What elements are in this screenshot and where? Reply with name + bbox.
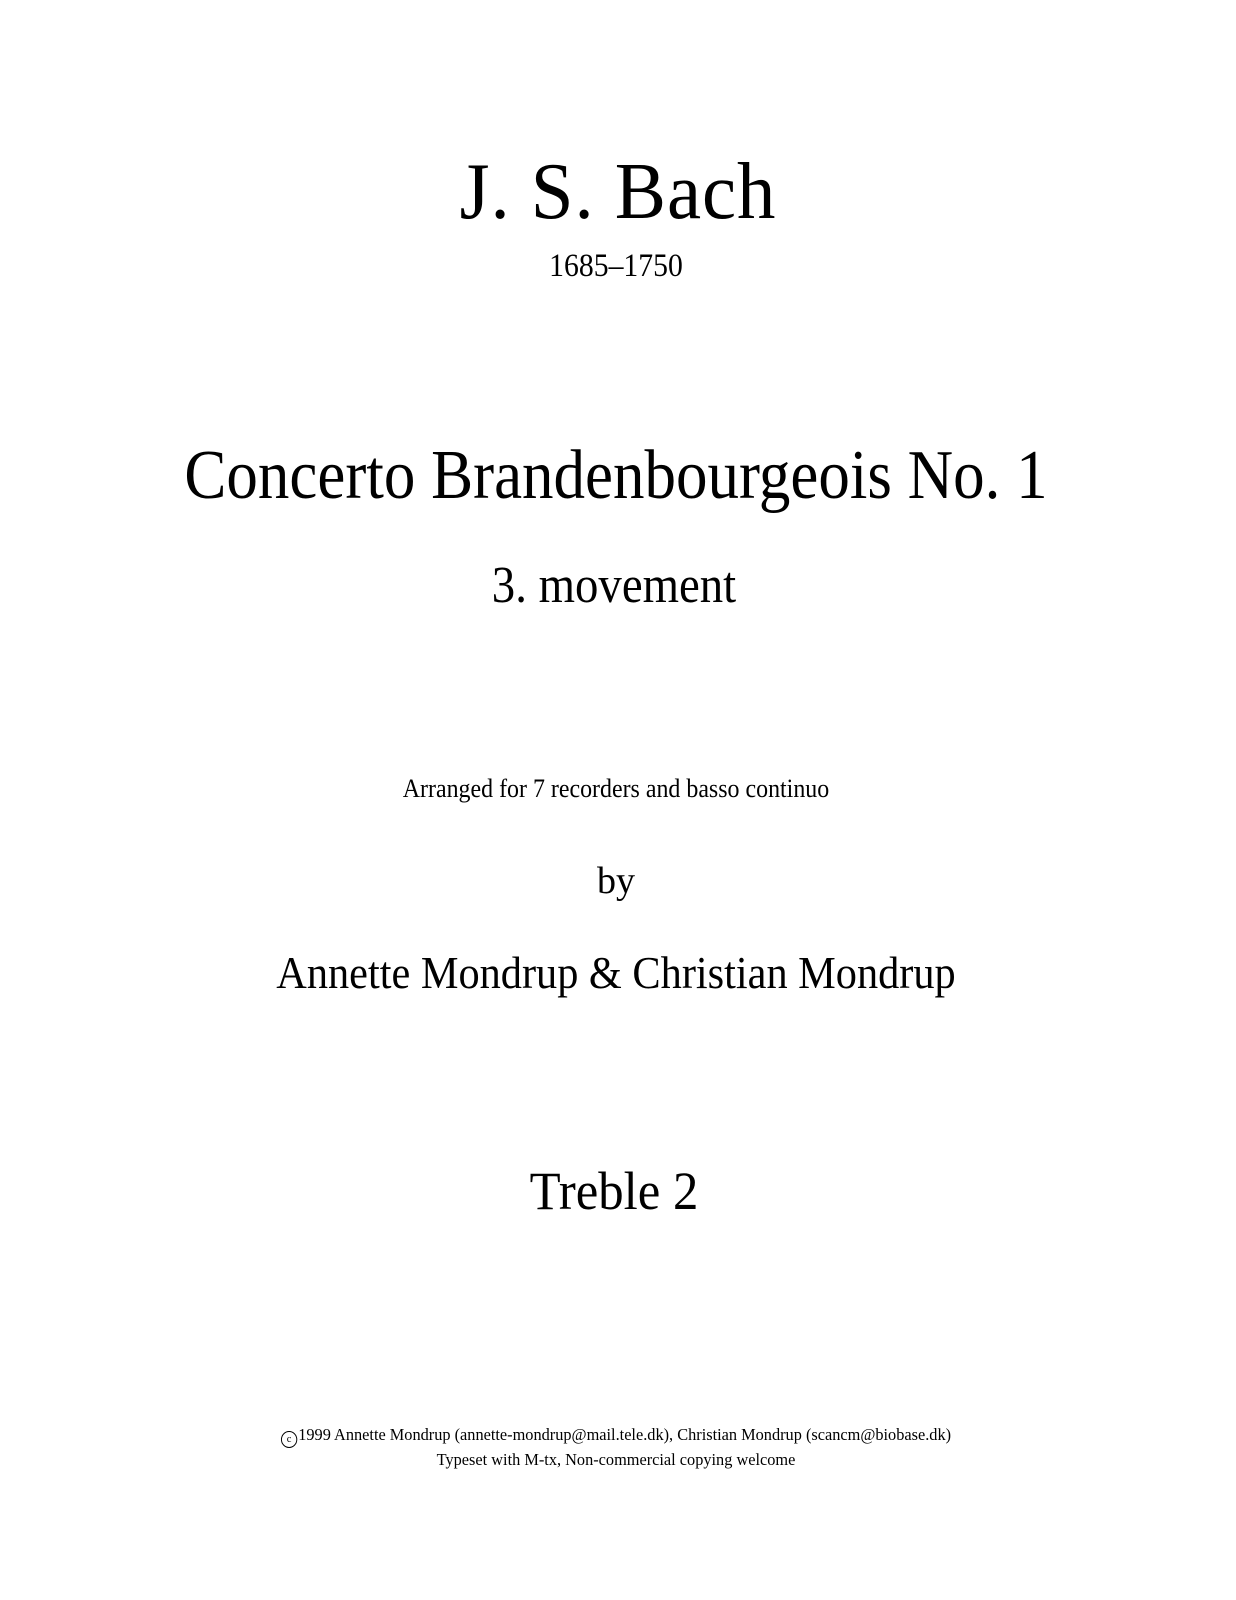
copyright-icon: c [281,1431,297,1448]
typeset-note: Typeset with M-tx, Non-commercial copying welcome [436,1450,796,1469]
composer-dates: 1685–1750 [549,248,683,284]
arrangers-names: Annette Mondrup & Christian Mondrup [276,947,956,998]
copyright-line [23,1426,1210,1448]
arrangement-description: Arranged for 7 recorders and basso continuo [402,774,830,803]
movement-label: 3. movement [491,557,737,614]
part-name: Treble 2 [529,1161,699,1221]
composer-name: J. S. Bach [459,148,777,236]
copyright-text: 1999 Annette Mondrup (annette-mondrup@mail.tele.dk), Christian Mondrup (scancm@biobase.dk) [298,1425,952,1444]
by-label: by [597,860,635,902]
work-title: Concerto Brandenbourgeois No. 1 [184,437,1048,514]
